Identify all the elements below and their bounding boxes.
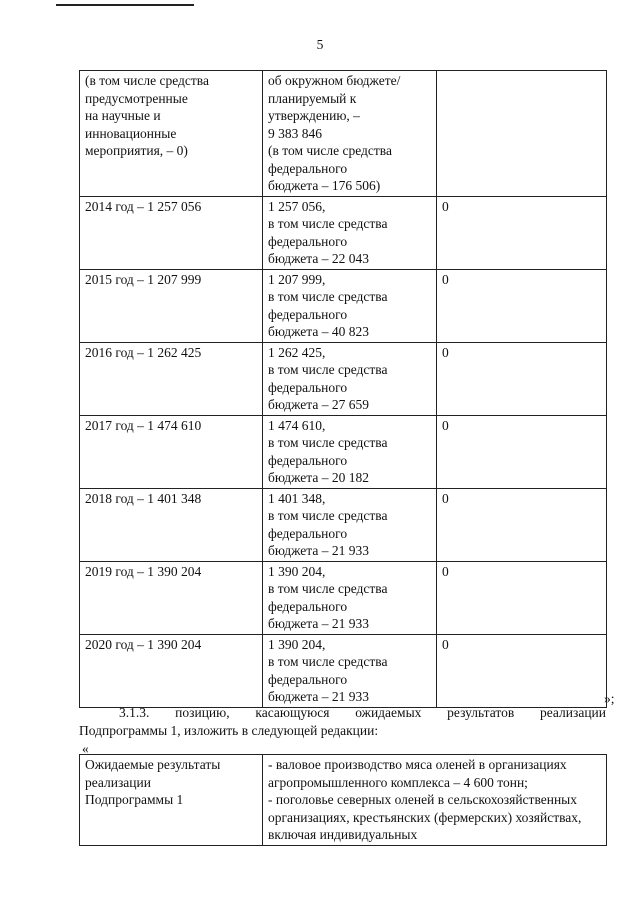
- cell-other: 0: [437, 415, 607, 488]
- cell-regional-budget: 1 474 610, в том числе средства федерального бюджета – 20 182: [263, 415, 437, 488]
- cell-year: 2014 год – 1 257 056: [80, 196, 263, 269]
- cell-other: 0: [437, 342, 607, 415]
- cell-results-label: Ожидаемые результаты реализации Подпрограммы 1: [80, 755, 263, 846]
- opening-quote: «: [82, 741, 89, 756]
- cell-regional-budget: 1 390 204, в том числе средства федерального бюджета – 21 933: [263, 561, 437, 634]
- results-table: [79, 754, 607, 846]
- cell-regional-budget: 1 262 425, в том числе средства федерального бюджета – 27 659: [263, 342, 437, 415]
- table-row: [80, 755, 607, 846]
- list-item: - поголовье северных оленей в сельскохозяйственных организациях, крестьянских (фермерских) хозяйствах, включая индивидуальных: [268, 792, 582, 842]
- closing-quote: »;: [604, 691, 615, 706]
- list-item: - валовое производство мяса оленей в организациях агропромышленного комплекса – 4 600 тонн;: [268, 757, 567, 790]
- paragraph-line-2: Подпрограммы 1, изложить в следующей редакции:: [79, 723, 379, 738]
- cell-other: 0: [437, 269, 607, 342]
- paragraph-line-1: 3.1.3. позицию, касающуюся ожидаемых результатов реализации: [119, 705, 606, 720]
- cell-other: 0: [437, 634, 607, 707]
- cell-year: 2016 год – 1 262 425: [80, 342, 263, 415]
- cell-regional-budget: 1 401 348, в том числе средства федерального бюджета – 21 933: [263, 488, 437, 561]
- cell-year: 2017 год – 1 474 610: [80, 415, 263, 488]
- cell-other: 0: [437, 488, 607, 561]
- cell-other: 0: [437, 196, 607, 269]
- cell-year: 2018 год – 1 401 348: [80, 488, 263, 561]
- cell-year: 2015 год – 1 207 999: [80, 269, 263, 342]
- cell-regional-budget: 1 390 204, в том числе средства федерального бюджета – 21 933: [263, 634, 437, 707]
- cell-results-items: [263, 755, 607, 846]
- cell-regional-budget: об окружном бюджете/ планируемый к утверждению, – 9 383 846 (в том числе средства федерального бюджета – 176 506): [263, 71, 437, 197]
- cell-regional-budget: 1 257 056, в том числе средства федерального бюджета – 22 043: [263, 196, 437, 269]
- cell-year: (в том числе средства предусмотренные на научные и инновационные мероприятия, – 0): [80, 71, 263, 197]
- cell-other: 0: [437, 561, 607, 634]
- cell-regional-budget: 1 207 999, в том числе средства федерального бюджета – 40 823: [263, 269, 437, 342]
- cell-year: 2020 год – 1 390 204: [80, 634, 263, 707]
- cell-year: 2019 год – 1 390 204: [80, 561, 263, 634]
- page-number: 5: [316, 37, 324, 52]
